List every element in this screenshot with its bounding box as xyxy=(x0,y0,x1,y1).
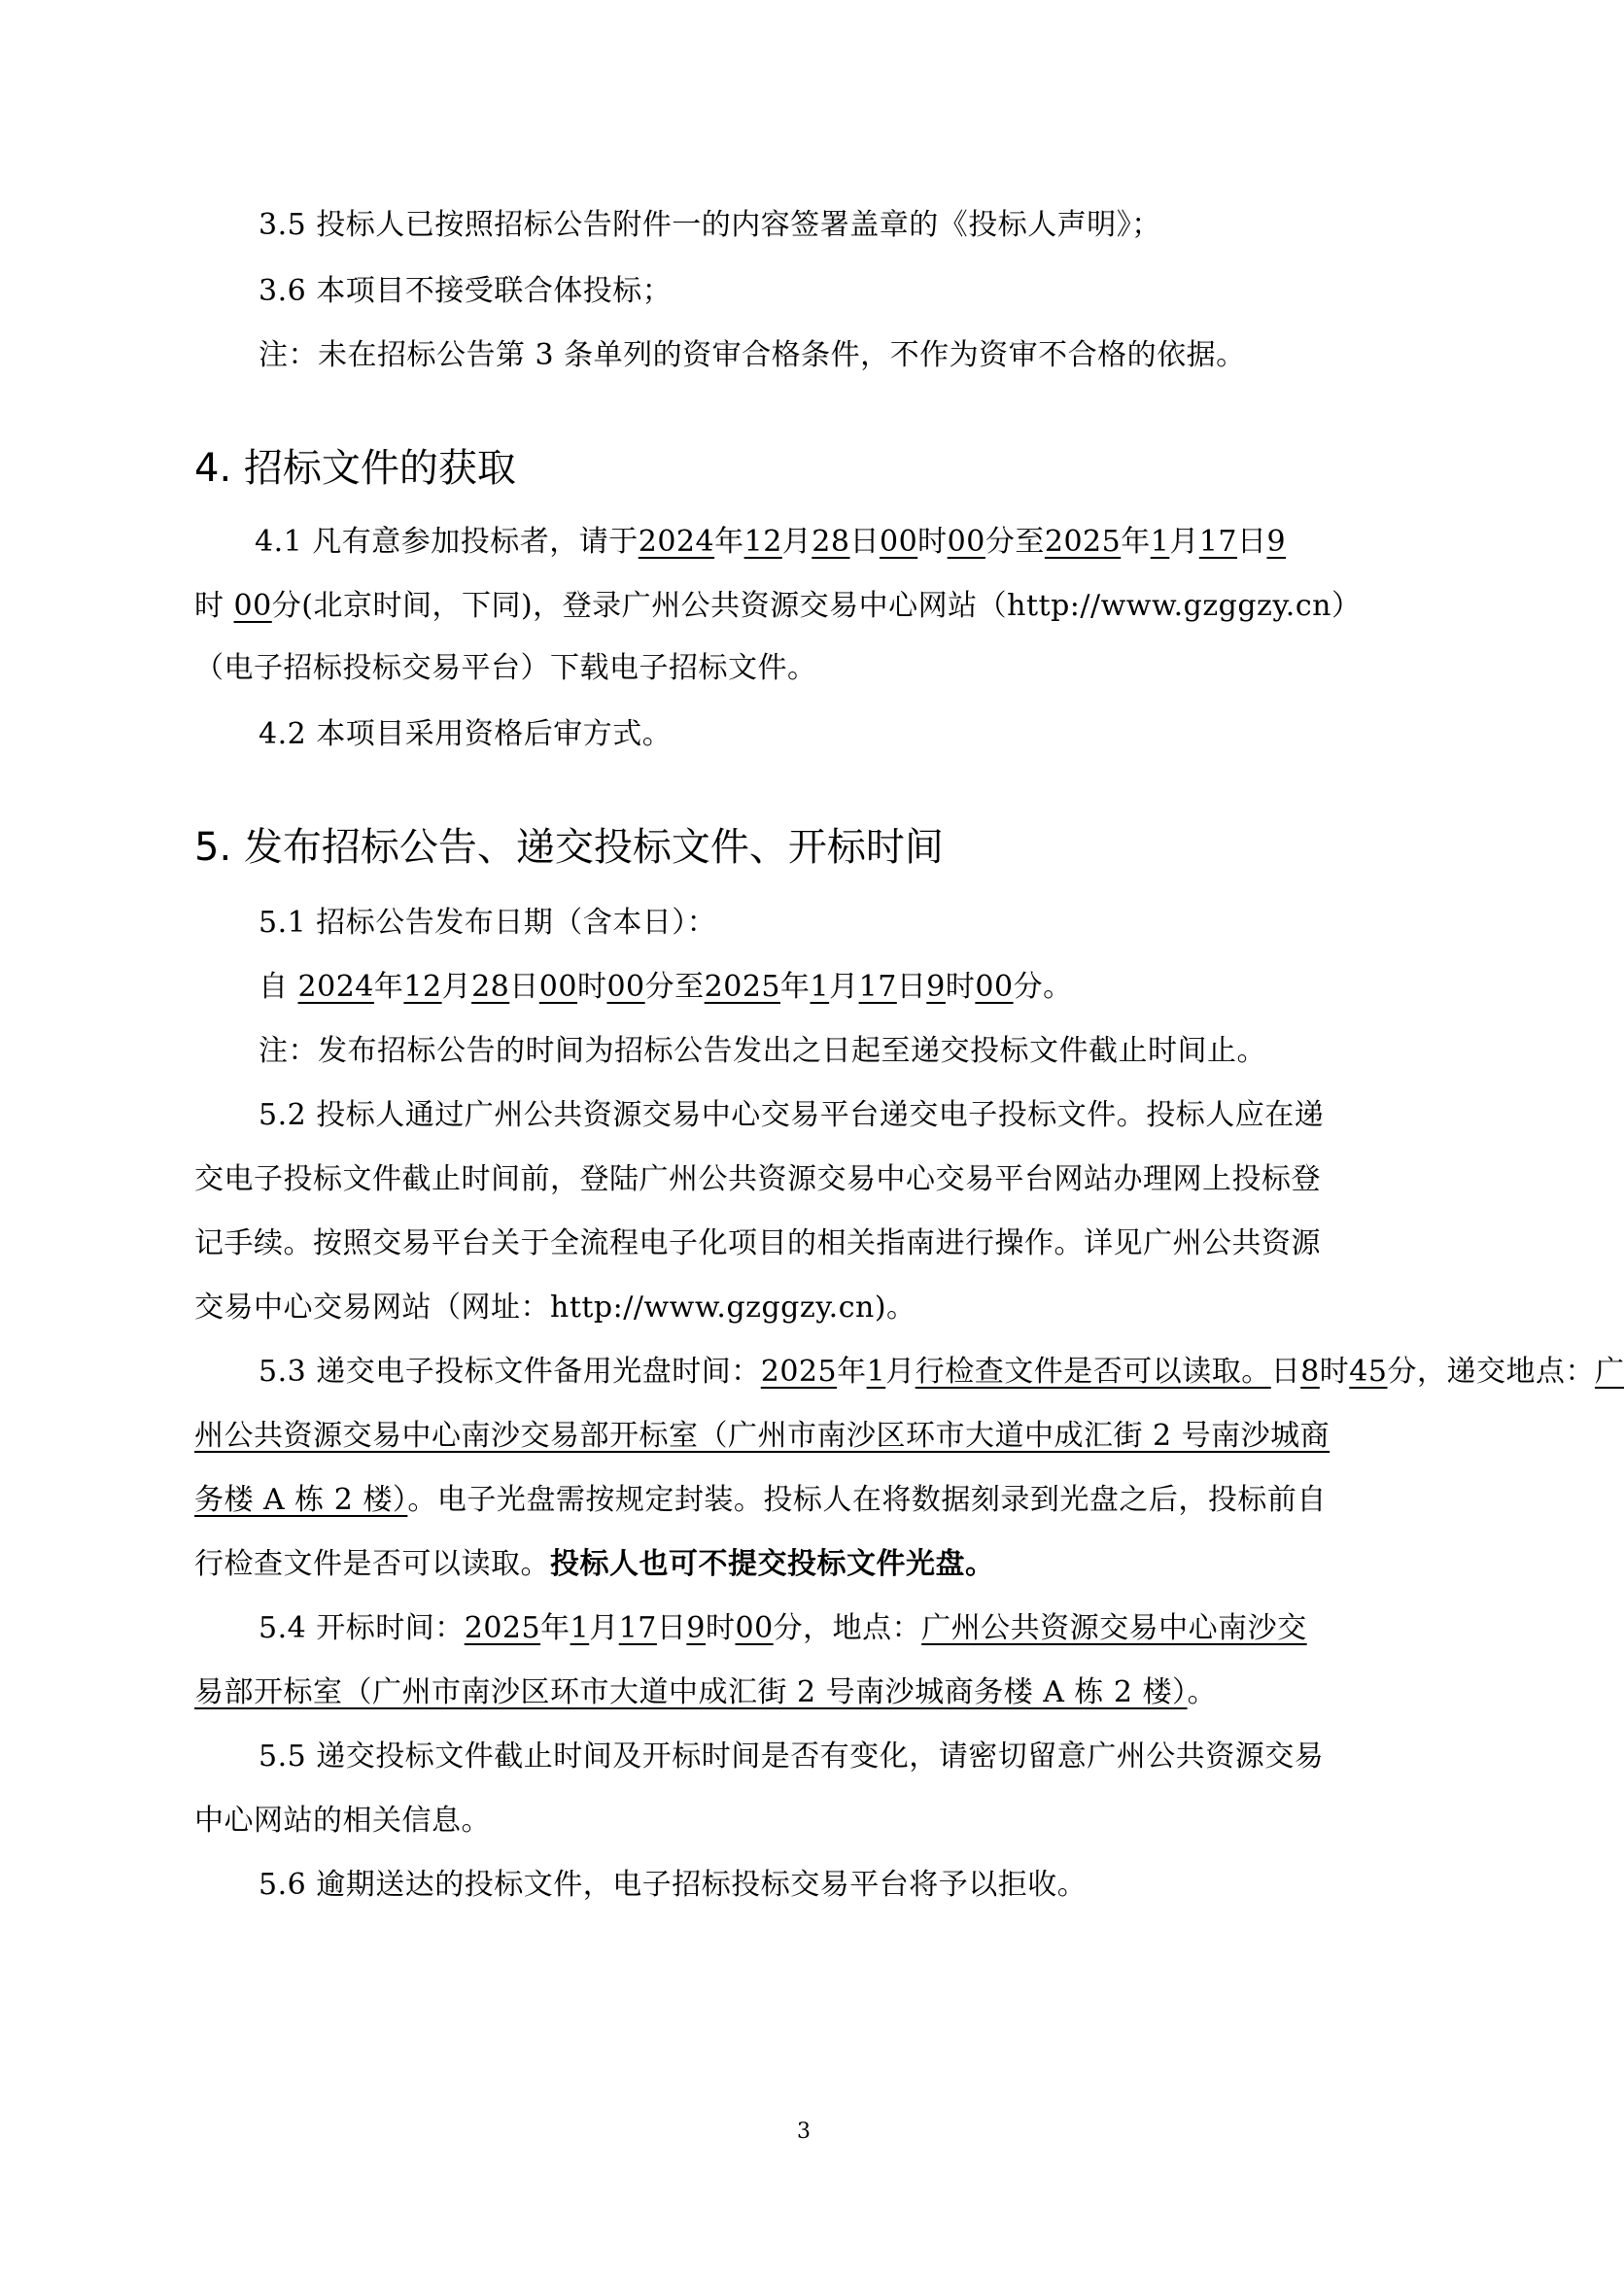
clause-5-2-line-1: 5.2 投标人通过广州公共资源交易中心交易平台递交电子投标文件。投标人应在递 xyxy=(259,1098,1325,1132)
clause-5-1: 5.1 招标公告发布日期（含本日）： xyxy=(259,906,717,940)
clause-5-2-line-3: 记手续。按照交易平台关于全流程电子化项目的相关指南进行操作。详见广州公共资源 xyxy=(194,1226,1321,1260)
clause-4-2: 4.2 本项目采用资格后审方式。 xyxy=(259,717,673,751)
clause-5-2-line-2: 交电子投标文件截止时间前，登陆广州公共资源交易中心交易平台网站办理网上投标登 xyxy=(194,1162,1321,1196)
clause-5-3-line-3: 务楼 A 栋 2 楼）。电子光盘需按规定封装。投标人在将数据刻录到光盘之后，投标前自 xyxy=(194,1483,1327,1517)
clause-4-1-line-2: 时 00分(北京时间，下同)，登录广州公共资源交易中心网站（http://www.gzggzy.cn） xyxy=(194,589,1362,623)
clause-5-2-line-4: 交易中心交易网站（网址：http://www.gzggzy.cn)。 xyxy=(194,1291,916,1325)
clause-3-5: 3.5 投标人已按照招标公告附件一的内容签署盖章的《投标人声明》； xyxy=(259,208,1161,242)
clause-5-5-line-2: 中心网站的相关信息。 xyxy=(194,1804,491,1838)
clause-5-4-line-1: 5.4 开标时间：2025年1月17日9时00分，地点：广州公共资源交易中心南沙交 xyxy=(259,1611,1307,1645)
clause-5-3-line-4: 行检查文件是否可以读取。投标人也可不提交投标文件光盘。 xyxy=(194,1547,995,1581)
clause-4-1-line-1: 4.1 凡有意参加投标者，请于2024年12月28日00时00分至2025年1月17日9 xyxy=(255,525,1287,559)
clause-5-1-range: 自 2024年12月28日00时00分至2025年1月17日9时00分。 xyxy=(259,970,1073,1004)
clause-3-6: 3.6 本项目不接受联合体投标； xyxy=(259,274,673,308)
section-5-heading: 5. 发布招标公告、递交投标文件、开标时间 xyxy=(194,825,944,870)
section-4-heading: 4. 招标文件的获取 xyxy=(194,446,516,491)
page-number: 3 xyxy=(797,2119,811,2144)
clause-5-3-line-1: 5.3 递交电子投标文件备用光盘时间：2025年1月行检查文件是否可以读取。日8时45分，递交地点：广 xyxy=(259,1355,1624,1389)
clause-5-3-line-2: 州公共资源交易中心南沙交易部开标室（广州市南沙区环市大道中成汇街 2 号南沙城商 xyxy=(194,1419,1330,1453)
clause-4-1-line-3: （电子招标投标交易平台）下载电子招标文件。 xyxy=(194,651,817,685)
section-5-note: 注：发布招标公告的时间为招标公告发出之日起至递交投标文件截止时间止。 xyxy=(259,1034,1266,1068)
clause-5-5-line-1: 5.5 递交投标文件截止时间及开标时间是否有变化，请密切留意广州公共资源交易 xyxy=(259,1739,1325,1774)
section-3-note: 注：未在招标公告第 3 条单列的资审合格条件，不作为资审不合格的依据。 xyxy=(259,338,1246,372)
clause-5-6: 5.6 逾期送达的投标文件，电子招标投标交易平台将予以拒收。 xyxy=(259,1868,1088,1902)
clause-5-4-line-2: 易部开标室（广州市南沙区环市大道中成汇街 2 号南沙城商务楼 A 栋 2 楼）。 xyxy=(194,1675,1218,1709)
